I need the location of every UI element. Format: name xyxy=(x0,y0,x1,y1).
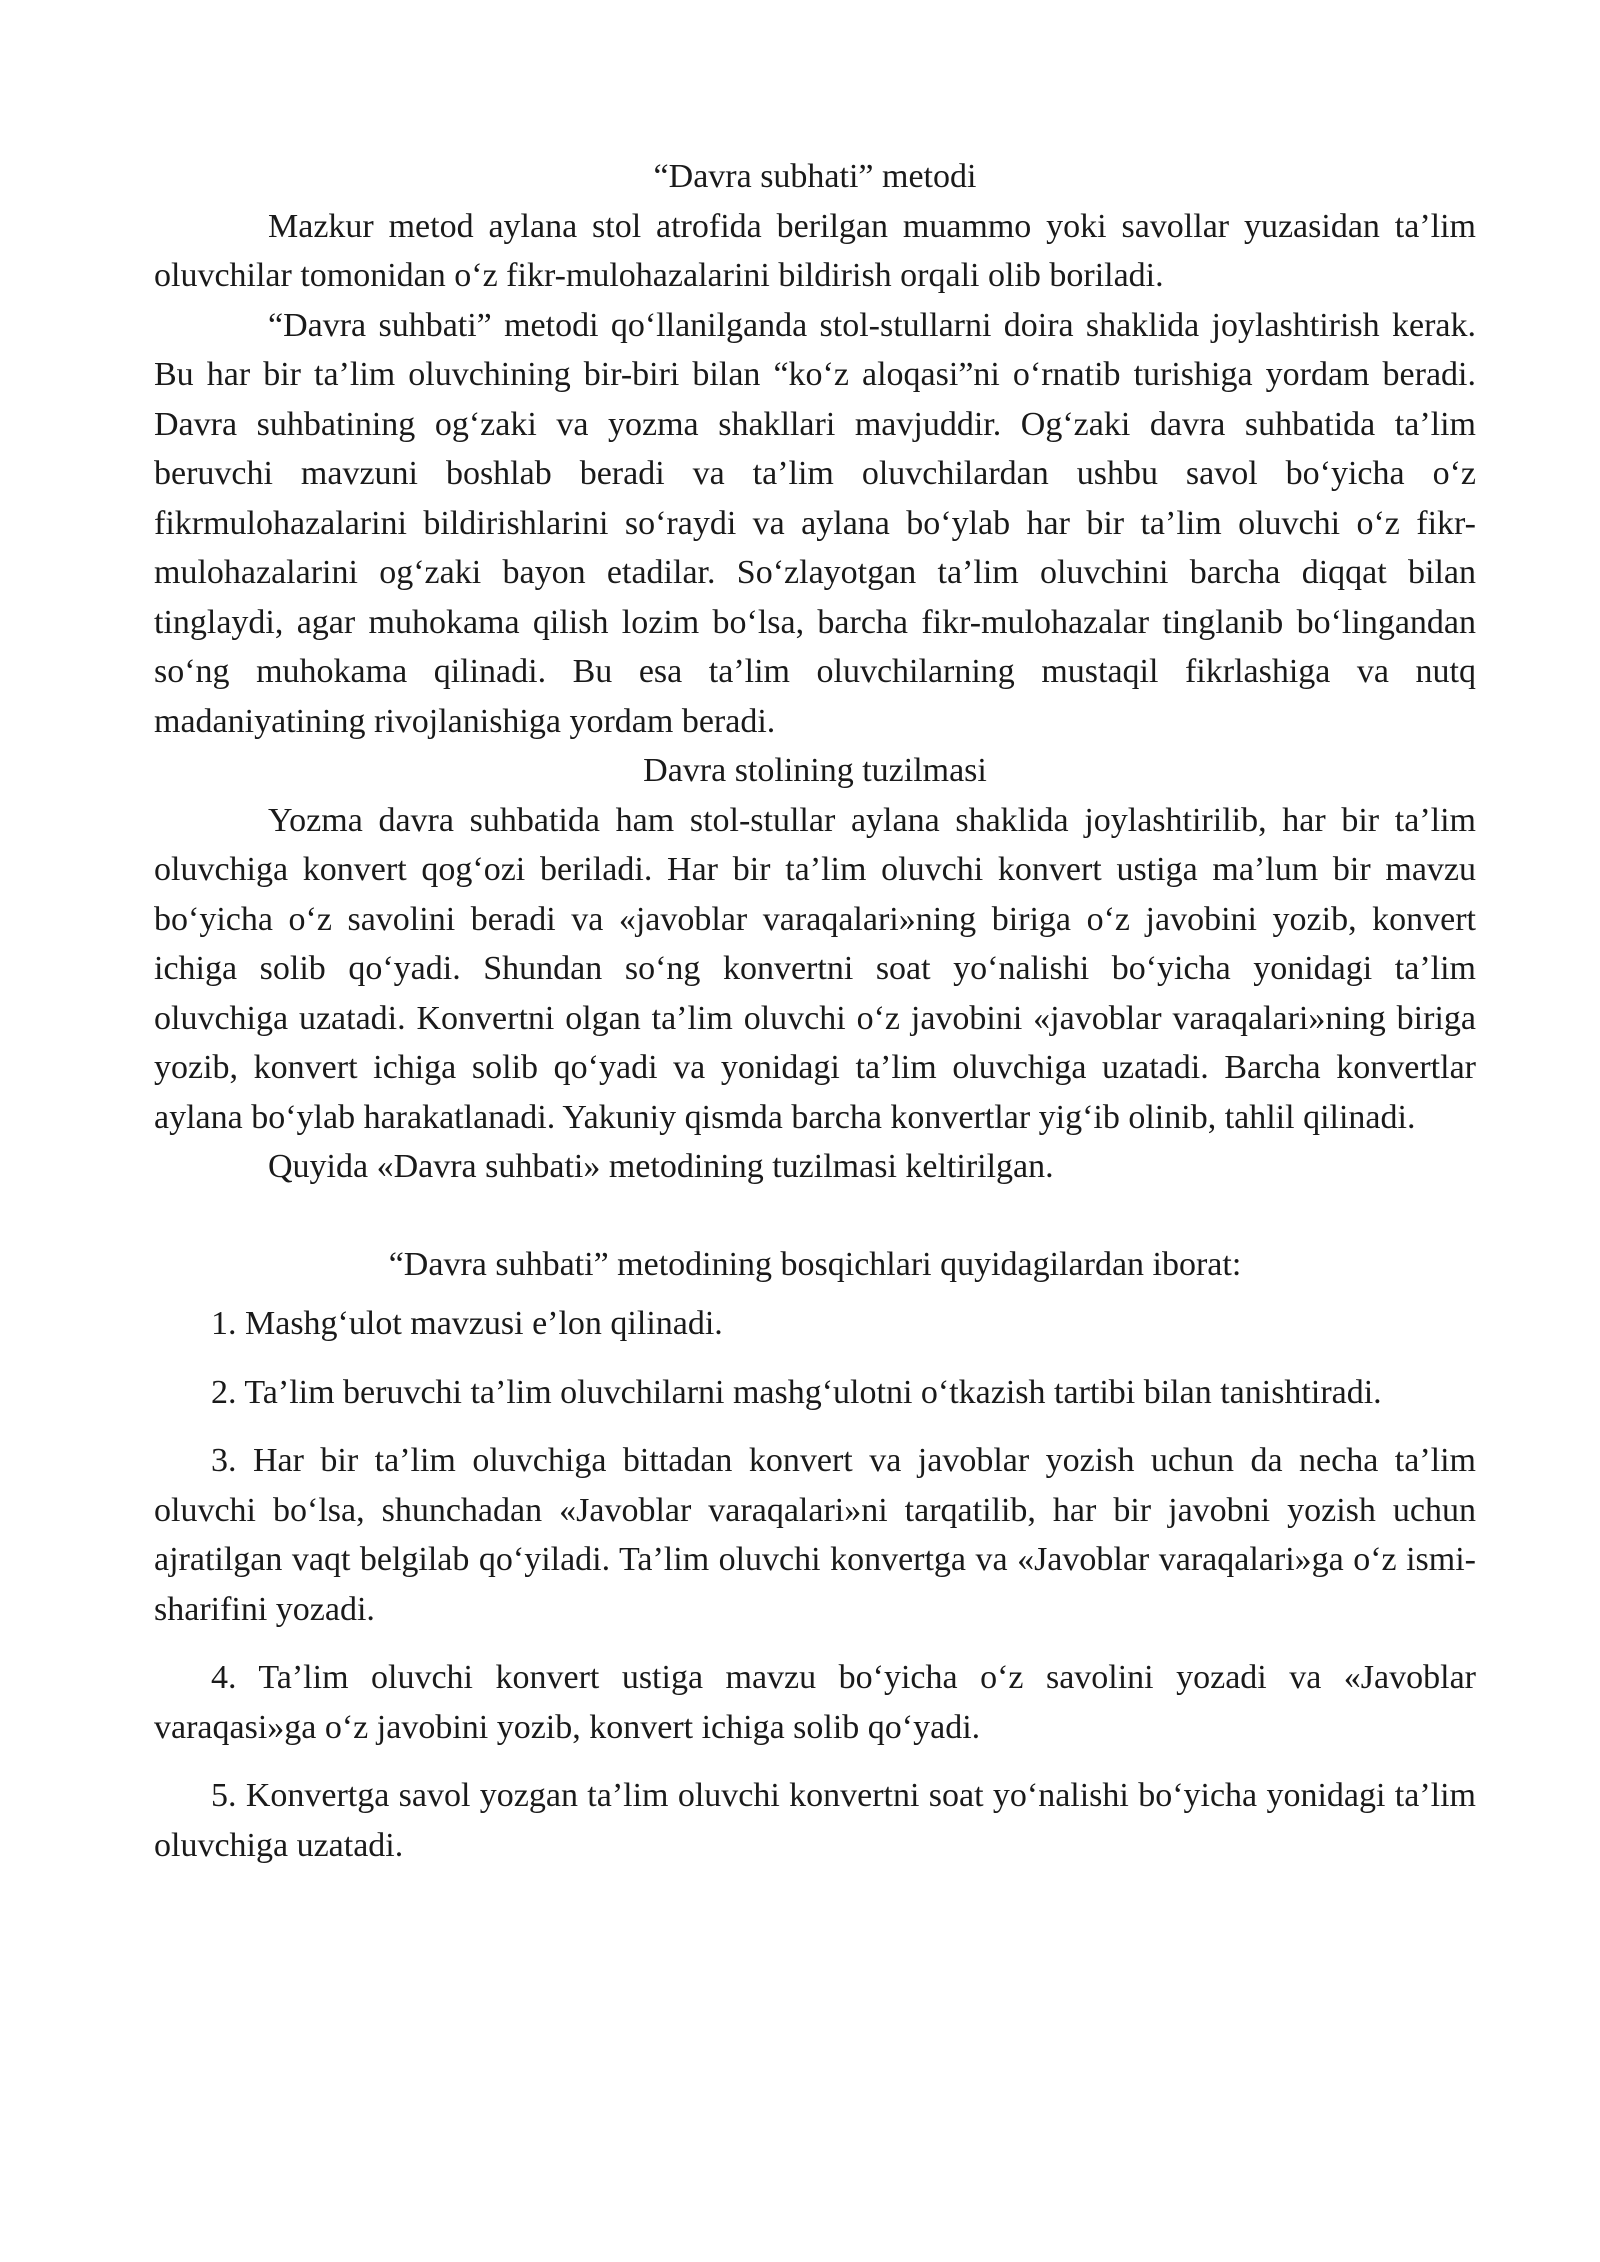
steps-title: “Davra suhbati” metodining bosqichlari quyidagilardan iborat: xyxy=(388,1245,1242,1283)
document-page xyxy=(154,152,1476,1889)
spacer xyxy=(154,1192,1476,1240)
section-subtitle: Davra stolining tuzilmasi xyxy=(643,752,987,789)
written-paragraph-2: Quyida «Davra suhbati» metodining tuzilmasi keltirilgan. xyxy=(268,1148,1054,1185)
step-item-4: 4. Ta’lim oluvchi konvert ustiga mavzu bo‘yicha o‘z savolini yozadi va «Javoblar varaqasi»ga o‘z javobini yozib, konvert ichiga solib qo‘yadi. xyxy=(154,1659,1476,1746)
document-title: “Davra subhati” metodi xyxy=(653,158,977,195)
step-item-3: 3. Har bir ta’lim oluvchiga bittadan konvert va javoblar yozish uchun da necha ta’lim oluvchi bo‘lsa, shunchadan «Javoblar varaqalari»ni tarqatilib, har bir javobni yozish uchun ajratilgan vaqt belgilab qo‘yiladi. Ta’lim oluvchi konvertga va «Javoblar varaqalari»ga o‘z ismi-sharifini yozadi. xyxy=(154,1442,1476,1628)
step-item-5: 5. Konvertga savol yozgan ta’lim oluvchi konvertni soat yo‘nalishi bo‘yicha yonidagi ta’lim oluvchiga uzatadi. xyxy=(154,1777,1476,1864)
step-item-1: 1. Mashg‘ulot mavzusi e’lon qilinadi. xyxy=(211,1305,723,1342)
step-item-2: 2. Ta’lim beruvchi ta’lim oluvchilarni mashg‘ulotni o‘tkazish tartibi bilan tanishtiradi. xyxy=(211,1373,1382,1411)
written-paragraph-1: Yozma davra suhbatida ham stol-stullar aylana shaklida joylashtirilib, har bir ta’lim oluvchiga konvert qog‘ozi beriladi. Har bir ta’lim oluvchi konvert ustiga ma’lum bir mavzu bo‘yicha o‘z savolini beradi va «javoblar varaqalari»ning biriga o‘z javobini yozib, konvert ichiga solib qo‘yadi. Shundan so‘ng konvertni soat yo‘nalishi bo‘yicha yonidagi ta’lim oluvchiga uzatadi. Konvertni olgan ta’lim oluvchi o‘z javobini «javoblar varaqalari»ning biriga yozib, konvert ichiga solib qo‘yadi va yonidagi ta’lim oluvchiga uzatadi. Barcha konvertlar aylana bo‘ylab harakatlanadi. Yakuniy qismda barcha konvertlar yig‘ib olinib, tahlil qilinadi. xyxy=(154,801,1476,1136)
intro-paragraph-2: “Davra suhbati” metodi qo‘llanilganda stol-stullarni doira shaklida joylashtirish kerak. Bu har bir ta’lim oluvchining bir-biri bilan “ko‘z aloqasi”ni o‘rnatib turishiga yordam beradi. Davra suhbatining og‘zaki va yozma shakllari mavjuddir. Og‘zaki davra suhbatida ta’lim beruvchi mavzuni boshlab beradi va ta’lim oluvchilardan ushbu savol bo‘yicha o‘z fikrmulohazalarini bildirishlarini so‘raydi va aylana bo‘ylab har bir ta’lim oluvchi o‘z fikr-mulohazalarini og‘zaki bayon etadilar. So‘zlayotgan ta’lim oluvchini barcha diqqat bilan tinglaydi, agar muhokama qilish lozim bo‘lsa, barcha fikr-mulohazalar tinglanib bo‘lingandan so‘ng muhokama qilinadi. Bu esa ta’lim oluvchilarning mustaqil fikrlashiga va nutq madaniyatining rivojlanishiga yordam beradi. xyxy=(154,306,1476,740)
intro-paragraph-1: Mazkur metod aylana stol atrofida berilgan muammo yoki savollar yuzasidan ta’lim oluvchilar tomonidan o‘z fikr-mulohazalarini bildirish orqali olib boriladi. xyxy=(154,207,1476,294)
